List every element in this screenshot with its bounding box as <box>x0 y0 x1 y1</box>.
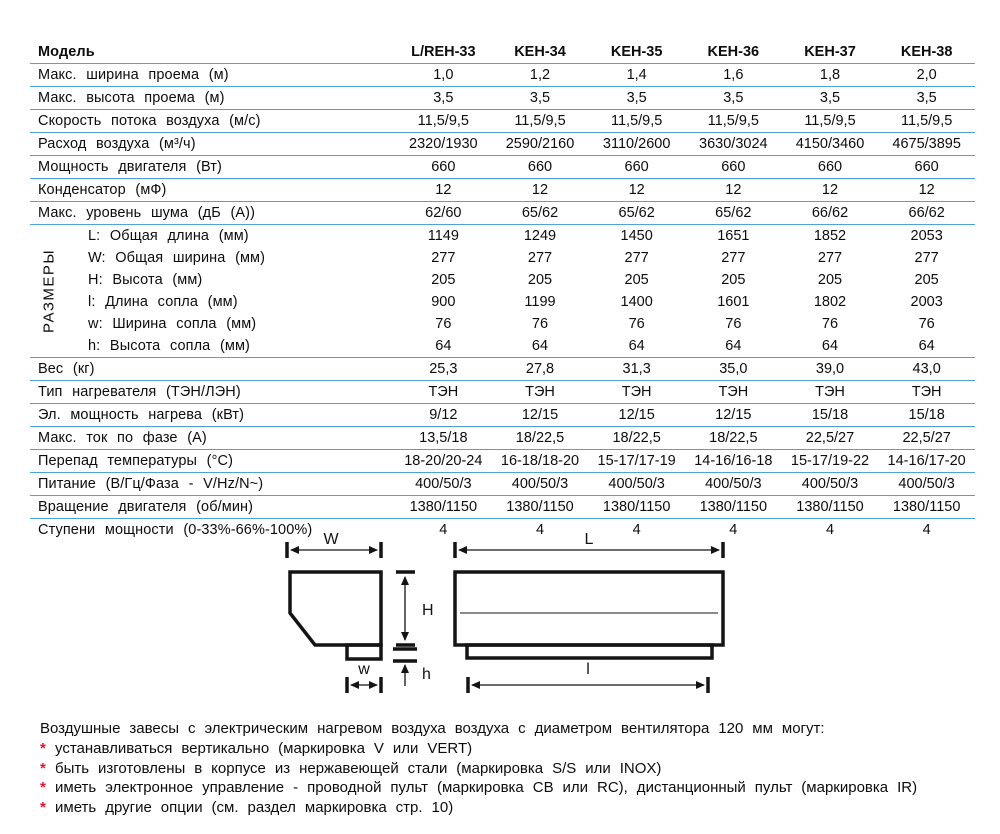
note-item <box>40 739 975 759</box>
cell-value: ТЭН <box>525 384 555 400</box>
cell-value: 4 <box>439 522 448 538</box>
table-row <box>30 496 975 519</box>
table-row <box>30 313 975 335</box>
table-row <box>30 40 975 64</box>
cell-value: 65/62 <box>715 205 752 221</box>
row-label: Ступени мощности (0-33%-66%-100%) <box>38 522 313 538</box>
cell-value: 22,5/27 <box>902 430 951 446</box>
cell-value: 65/62 <box>618 205 655 221</box>
cell-value: 1380/1150 <box>506 499 574 515</box>
table-row <box>30 473 975 496</box>
cell-value: 39,0 <box>815 361 845 377</box>
cell-value: 1380/1150 <box>892 499 961 515</box>
cell-value: 277 <box>914 250 939 266</box>
row-label: Перепад температуры (°С) <box>38 453 234 469</box>
column-header: L/REH-33 <box>411 43 476 60</box>
cell-value: 205 <box>431 272 456 288</box>
cell-value: 1380/1150 <box>602 499 671 515</box>
cell-value: 76 <box>821 316 839 332</box>
cell-value: 4 <box>922 522 931 538</box>
note-item <box>40 759 975 779</box>
cell-value: 1380/1150 <box>796 499 864 515</box>
cell-value: 66/62 <box>811 205 849 221</box>
cell-value: 277 <box>431 250 456 266</box>
cell-value: ТЭН <box>428 384 459 400</box>
cell-value: 9/12 <box>429 407 458 423</box>
row-label: Макс. уровень шума (дБ (А)) <box>38 205 256 221</box>
cell-value: 2053 <box>910 228 943 244</box>
cell-value: 12 <box>821 182 839 198</box>
row-label: Вращение двигателя (об/мин) <box>38 499 254 515</box>
notes-intro: Воздушные завесы с электрическим нагревом воздуха воздуха с диаметром вентилятора 120 мм могут: <box>40 720 825 737</box>
table-row <box>30 358 975 381</box>
dimensions-group-label: РАЗМЕРЫ <box>40 248 58 334</box>
table-row <box>30 179 975 202</box>
cell-value: 660 <box>527 159 553 175</box>
notes-block <box>40 720 975 817</box>
cell-value: 14-16/17-20 <box>887 453 966 469</box>
cell-value: 205 <box>624 272 649 288</box>
cell-value: 11,5/9,5 <box>610 113 663 129</box>
cell-value: ТЭН <box>621 384 652 400</box>
cell-value: 64 <box>821 338 839 354</box>
row-label: l: Длина сопла (мм) <box>88 294 238 310</box>
asterisk-marker: * <box>40 798 46 816</box>
cell-value: 31,3 <box>622 361 651 377</box>
cell-value: 1,6 <box>723 67 744 83</box>
table-row <box>30 133 975 156</box>
cell-value: 1802 <box>813 294 847 310</box>
cell-value: 3,5 <box>529 90 551 106</box>
cell-value: 18/22,5 <box>612 430 661 446</box>
table-row <box>30 247 975 269</box>
cell-value: 660 <box>624 159 649 175</box>
cell-value: 205 <box>817 272 843 288</box>
cell-value: 660 <box>431 159 456 175</box>
cell-value: 25,3 <box>429 361 458 377</box>
note-text: быть изготовлены в корпусе из нержавеющей стали (маркировка S/S или INOX) <box>55 759 662 777</box>
cell-value: 1450 <box>620 228 653 244</box>
cell-value: 12 <box>918 182 935 198</box>
cell-value: 277 <box>721 250 746 266</box>
table-row <box>30 202 975 225</box>
cell-value: 277 <box>624 250 649 266</box>
cell-value: 18-20/20-24 <box>404 453 483 469</box>
dim-label-H: H <box>422 602 434 619</box>
cell-value: 76 <box>531 316 549 332</box>
cell-value: 12 <box>628 182 645 198</box>
cell-value: 15/18 <box>811 407 849 423</box>
cell-value: 18/22,5 <box>515 430 565 446</box>
table-row <box>30 225 975 247</box>
cell-value: 15/18 <box>908 407 945 423</box>
row-label: Макс. высота проема (м) <box>38 90 225 106</box>
cell-value: 4 <box>632 522 641 538</box>
cell-value: 1149 <box>427 228 459 244</box>
cell-value: 1,8 <box>819 67 841 83</box>
dim-label-h: h <box>422 666 431 683</box>
cell-value: 12/15 <box>715 407 752 423</box>
cell-value: 27,8 <box>525 361 555 377</box>
dimensions-group <box>30 225 975 358</box>
cell-value: 4 <box>825 522 835 538</box>
cell-value: 64 <box>531 338 549 354</box>
cell-value: ТЭН <box>911 384 942 400</box>
note-text: иметь электронное управление - проводной пульт (маркировка СВ или RC), дистанционный пульт (маркировка IR) <box>55 779 918 796</box>
side-view-figure <box>287 531 434 693</box>
cell-value: 1,2 <box>529 67 551 83</box>
cell-value: 12/15 <box>618 407 655 423</box>
cell-value: 11,5/9,5 <box>900 113 953 129</box>
cell-value: 76 <box>918 316 935 332</box>
cell-value: 1199 <box>524 294 556 310</box>
cell-value: 64 <box>725 338 742 354</box>
cell-value: 76 <box>725 316 742 332</box>
cell-value: 1400 <box>620 294 653 310</box>
table-row <box>30 156 975 179</box>
asterisk-marker: * <box>40 740 46 757</box>
table-row <box>30 87 975 110</box>
cell-value: 3,5 <box>916 90 937 106</box>
cell-value: 2,0 <box>916 67 937 83</box>
cell-value: 400/50/3 <box>415 476 472 492</box>
note-item <box>40 798 975 818</box>
cell-value: 11,5/9,5 <box>804 113 856 129</box>
cell-value: 18/22,5 <box>709 430 758 446</box>
table-row <box>30 404 975 427</box>
column-header: KEH-36 <box>707 43 760 60</box>
model-label: Модель <box>38 43 95 60</box>
cell-value: 400/50/3 <box>705 476 762 492</box>
cell-value: 11,5/9,5 <box>514 113 566 129</box>
cell-value: 3,5 <box>626 90 647 106</box>
row-label: Питание (В/Гц/Фаза - V/Hz/N~) <box>38 476 264 492</box>
cell-value: 205 <box>527 272 553 288</box>
front-view-figure <box>455 531 723 693</box>
cell-value: 660 <box>721 159 746 175</box>
cell-value: 64 <box>918 338 935 354</box>
table-row <box>30 427 975 450</box>
cell-value: 12 <box>435 182 452 198</box>
cell-value: ТЭН <box>815 384 845 400</box>
cell-value: 1,0 <box>433 67 454 83</box>
spec-table <box>30 40 975 541</box>
cell-value: 1380/1150 <box>699 499 768 515</box>
cell-value: 400/50/3 <box>801 476 859 492</box>
cell-value: 1380/1150 <box>409 499 478 515</box>
table-row <box>30 381 975 404</box>
cell-value: 35,0 <box>719 361 748 377</box>
cell-value: 16-18/18-20 <box>500 453 580 469</box>
cell-value: 14-16/16-18 <box>694 453 773 469</box>
note-text: устанавливаться вертикально (маркировка V или VERT) <box>55 740 473 757</box>
cell-value: 3,5 <box>723 90 744 106</box>
cell-value: 62/60 <box>425 205 462 221</box>
cell-value: 3,5 <box>433 90 454 106</box>
row-label: L: Общая длина (мм) <box>88 228 249 244</box>
cell-value: 15-17/17-19 <box>597 453 676 469</box>
cell-value: 1852 <box>813 228 847 244</box>
cell-value: 11,5/9,5 <box>417 113 469 129</box>
dim-label-w: w <box>358 661 370 678</box>
row-label: Мощность двигателя (Вт) <box>38 159 222 175</box>
cell-value: 205 <box>914 272 939 288</box>
cell-value: 64 <box>628 338 645 354</box>
asterisk-marker: * <box>40 779 46 796</box>
row-label: Скорость потока воздуха (м/с) <box>38 113 261 129</box>
cell-value: 11,5/9,5 <box>707 113 759 129</box>
cell-value: 277 <box>817 250 843 266</box>
cell-value: 400/50/3 <box>511 476 569 492</box>
cell-value: 1651 <box>717 228 750 244</box>
dim-label-L: L <box>584 531 594 548</box>
cell-value: 3630/3024 <box>699 136 768 152</box>
column-header: KEH-35 <box>610 43 663 60</box>
row-label: Вес (кг) <box>38 361 95 377</box>
column-header: KEH-37 <box>804 43 856 60</box>
cell-value: 22,5/27 <box>805 430 855 446</box>
cell-value: 76 <box>435 316 452 332</box>
row-label: Конденсатор (мФ) <box>38 182 167 198</box>
cell-value: 13,5/18 <box>419 430 468 446</box>
cell-value: 660 <box>817 159 843 175</box>
column-header: KEH-34 <box>514 43 566 60</box>
cell-value: 4675/3895 <box>892 136 961 152</box>
cell-value: 15-17/19-22 <box>790 453 870 469</box>
cell-value: 2590/2160 <box>505 136 575 152</box>
cell-value: 4 <box>729 522 738 538</box>
cell-value: 66/62 <box>908 205 945 221</box>
cell-value: 12/15 <box>521 407 559 423</box>
cell-value: 660 <box>914 159 939 175</box>
row-label: Эл. мощность нагрева (кВт) <box>38 407 245 423</box>
row-label: h: Высота сопла (мм) <box>88 338 250 354</box>
cell-value: 2320/1930 <box>409 136 478 152</box>
cell-value: ТЭН <box>718 384 749 400</box>
column-header: KEH-38 <box>900 43 953 60</box>
cell-value: 3110/2600 <box>602 136 671 152</box>
table-row <box>30 450 975 473</box>
cell-value: 3,5 <box>819 90 841 106</box>
cell-value: 1601 <box>717 294 750 310</box>
row-label: H: Высота (мм) <box>88 272 203 288</box>
cell-value: 900 <box>431 294 456 310</box>
table-row <box>30 110 975 133</box>
cell-value: 2003 <box>910 294 943 310</box>
cell-value: 400/50/3 <box>898 476 955 492</box>
table-row <box>30 64 975 87</box>
cell-value: 1,4 <box>626 67 647 83</box>
row-label: w: Ширина сопла (мм) <box>88 316 257 332</box>
cell-value: 400/50/3 <box>608 476 665 492</box>
table-row <box>30 269 975 291</box>
row-label: W: Общая ширина (мм) <box>88 250 266 266</box>
cell-value: 43,0 <box>912 361 941 377</box>
asterisk-marker: * <box>40 759 46 777</box>
cell-value: 4150/3460 <box>795 136 865 152</box>
dim-label-l: l <box>586 661 590 678</box>
note-text: иметь другие опции (см. раздел маркировка стр. 10) <box>55 798 454 816</box>
row-label: Расход воздуха (м³/ч) <box>38 136 196 152</box>
dimension-diagram <box>265 527 765 707</box>
cell-value: 12 <box>725 182 742 198</box>
cell-value: 205 <box>721 272 746 288</box>
row-label: Тип нагревателя (ТЭН/ЛЭН) <box>38 384 241 400</box>
cell-value: 65/62 <box>521 205 559 221</box>
cell-value: 277 <box>527 250 553 266</box>
dim-label-W: W <box>323 531 339 548</box>
cell-value: 76 <box>628 316 645 332</box>
cell-value: 1249 <box>523 228 557 244</box>
table-row <box>30 291 975 313</box>
cell-value: 64 <box>435 338 452 354</box>
row-label: Макс. ток по фазе (А) <box>38 430 207 446</box>
cell-value: 12 <box>531 182 549 198</box>
row-label: Макс. ширина проема (м) <box>38 67 229 83</box>
table-row <box>30 335 975 357</box>
cell-value: 4 <box>535 522 545 538</box>
note-item <box>40 778 975 798</box>
